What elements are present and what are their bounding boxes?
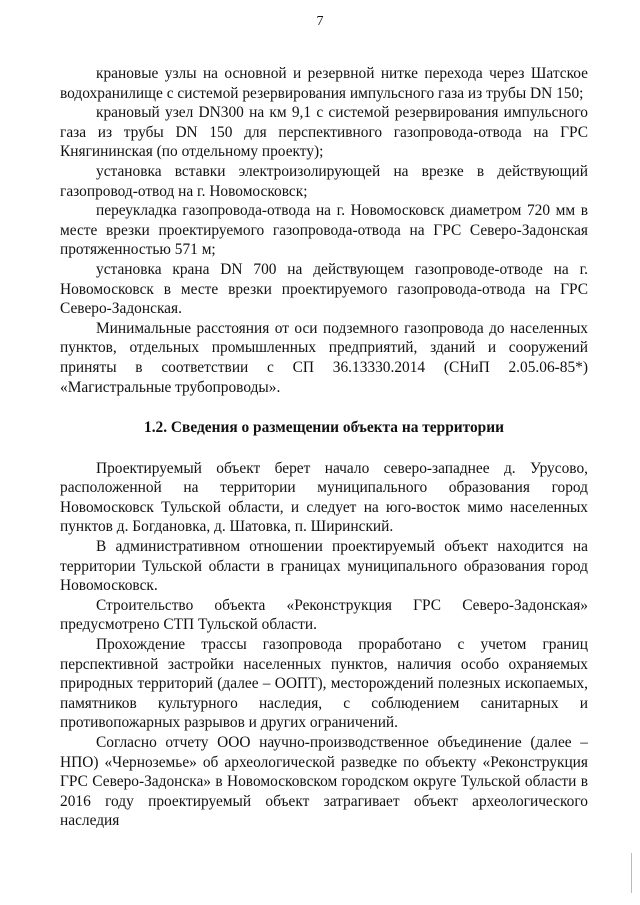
body-paragraph: В административном отношении проектируемый объект находится на территории Тульской области в границах муниципального образования город Новомосковск. [60,538,588,595]
intro-paragraph: Минимальные расстояния от оси подземного газопровода до населенных пунктов, отдельных промышленных предприятий, зданий и сооружений приняты в соответствии с СП 36.13330.2014 (СНиП 2.05.06-85*) «Магистральные трубопроводы». [60,319,588,396]
body-paragraph: Согласно отчету ООО научно-производственное объединение (далее – НПО) «Черноземье» об археологической разведке по объекту «Реконструкция ГРС Северо-Задонска» в Новомосковском городском округе Тульской области в 2016 году проектируемый объект затрагивает объект археологического наследия [60,734,588,830]
list-item: переукладка газопровода-отвода на г. Новомосковск диаметром 720 мм в месте врезки проектируемого газопровода-отвода на ГРС Северо-Задонская протяженностью 571 м; [60,202,588,259]
list-item: установка крана DN 700 на действующем газопроводе-отводе на г. Новомосковск в месте врезки проектируемого газопровода-отвода на ГРС Северо-Задонская. [60,260,588,318]
list-item: крановый узел DN300 на км 9,1 с системой резервирования импульсного газа из трубы DN 150 для перспективного газопровода-отвода на ГРС Княгининская (по отдельному проекту); [60,104,588,161]
page-number: 7 [316,14,324,29]
list-item: установка вставки электроизолирующей на врезке в действующий газопровод-отвод на г. Новомосковск; [60,162,588,200]
section-heading: 1.2. Сведения о размещении объекта на территории [144,419,504,437]
body-paragraph: Строительство объекта «Реконструкция ГРС Северо-Задонская» предусмотрено СТП Тульской области. [60,596,588,634]
document-body [60,64,588,831]
body-paragraph: Проектируемый объект берет начало северо-западнее д. Урусово, расположенной на территории муниципального образования город Новомосковск Тульской области, и следует на юго-восток мимо населенных пунктов д. Богдановка, д. Шатовка, п. Ширинский. [60,459,588,536]
scan-artifact-line [631,853,632,893]
body-paragraph: Прохождение трассы газопровода проработано с учетом границ перспективной застройки населенных пунктов, наличия особо охраняемых природных территорий (далее – ООПТ), месторождений полезных ископаемых, памятников культурного наследия, с соблюдением санитарных и противопожарных разрывов и других ограничений. [60,636,588,732]
list-item: крановые узлы на основной и резервной нитке перехода через Шатское водохранилище с системой резервирования импульсного газа из трубы DN 150; [60,65,588,102]
